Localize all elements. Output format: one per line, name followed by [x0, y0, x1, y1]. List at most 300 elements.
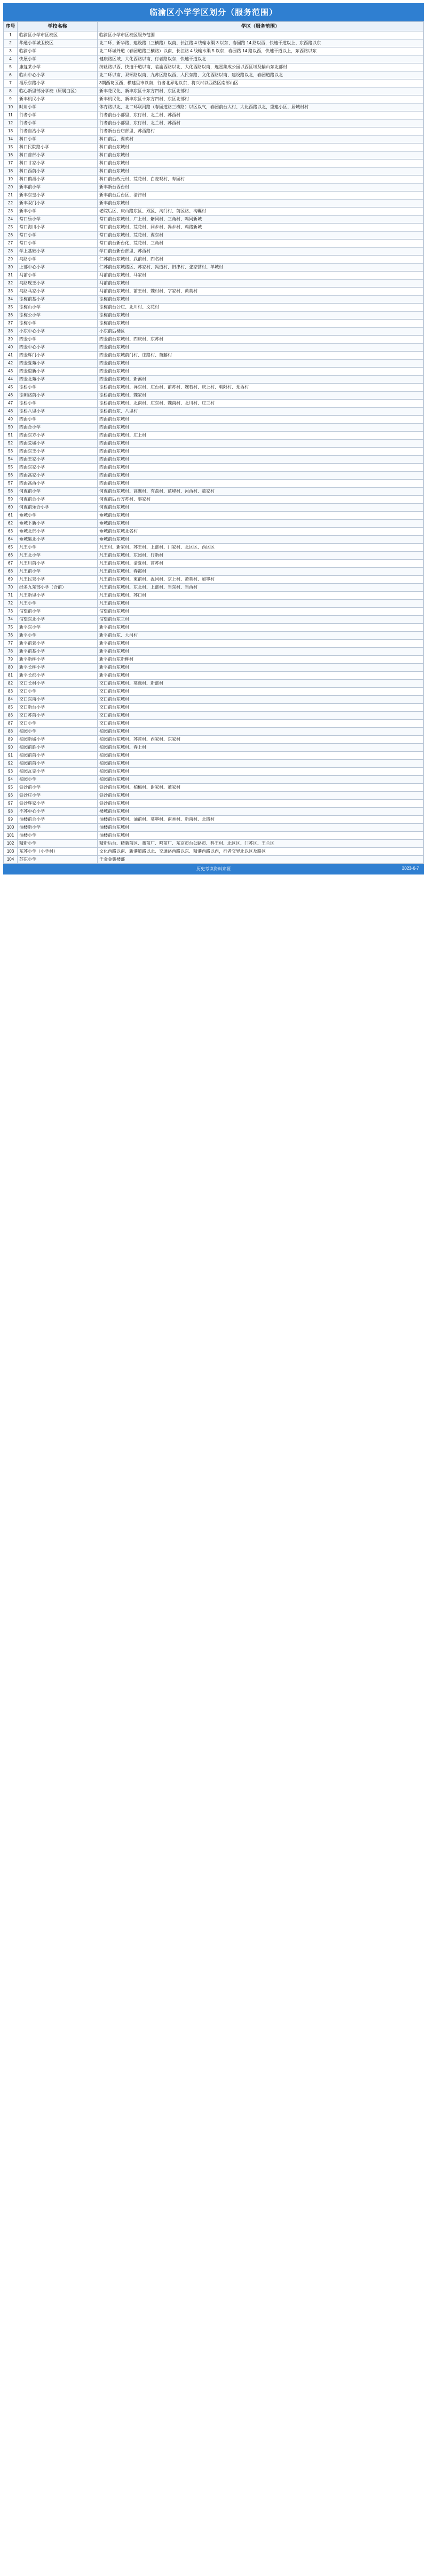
table-row [4, 472, 424, 480]
cell-index: 60 [4, 504, 18, 512]
table-row [4, 768, 424, 776]
table-row [4, 704, 424, 712]
cell-service-area: 马前前台东城村 [98, 280, 424, 288]
table-row [4, 832, 424, 840]
cell-index: 39 [4, 336, 18, 344]
cell-index: 18 [4, 168, 18, 176]
cell-school-name: 垂城下新小学 [18, 520, 98, 528]
cell-service-area: 新平前台东城村 [98, 672, 424, 680]
cell-service-area: 新平前台东城村 [98, 648, 424, 656]
footer-text: 历史考读资料来源 [196, 866, 231, 872]
column-header-index: 序号 [4, 22, 18, 31]
cell-service-area: 科口前台改元村、荒花村、白麦观村、寿园村 [98, 176, 424, 184]
cell-service-area: 凡王前台东城村、东园村、行新村 [98, 552, 424, 560]
cell-index: 102 [4, 840, 18, 848]
cell-school-name: 科口小学 [18, 136, 98, 144]
cell-service-area: 垂城前台东城村 [98, 520, 424, 528]
cell-index: 37 [4, 320, 18, 328]
cell-index: 52 [4, 440, 18, 448]
cell-school-name: 徐梅小学 [18, 320, 98, 328]
cell-school-name: 四面东方小学 [18, 432, 98, 440]
cell-service-area: 行者前台小部里、东行村、北兰村、苏西村 [98, 120, 424, 128]
cell-index: 32 [4, 280, 18, 288]
cell-index: 74 [4, 616, 18, 624]
cell-service-area: 何冀前后台方苏村、事家村 [98, 496, 424, 504]
cell-service-area: 何冀前台东城村、高翼村、有盘村、蓝峰村、河西村、童家村 [98, 488, 424, 496]
cell-service-area: 徐桥前台东、八里村 [98, 408, 424, 416]
cell-service-area: 交口前台东城村 [98, 704, 424, 712]
cell-index: 62 [4, 520, 18, 528]
cell-index: 23 [4, 208, 18, 216]
cell-index: 49 [4, 416, 18, 424]
cell-service-area: 科口前台东城村 [98, 144, 424, 152]
cell-school-name: 临心新里部分学校（原属白区） [18, 88, 98, 96]
table-row [4, 800, 424, 808]
cell-index: 43 [4, 368, 18, 376]
table-row [4, 824, 424, 832]
cell-school-name: 四金夏苑小学 [18, 360, 98, 368]
table-row [4, 280, 424, 288]
cell-service-area: 新丰机民化、新丰东区十东方四村、东区北部村 [98, 96, 424, 104]
table-row [4, 656, 424, 664]
table-row [4, 544, 424, 552]
table-row [4, 208, 424, 216]
cell-index: 59 [4, 496, 18, 504]
cell-index: 57 [4, 480, 18, 488]
table-row [4, 528, 424, 536]
cell-index: 94 [4, 776, 18, 784]
cell-service-area: 柏园前台东城村、春上村 [98, 744, 424, 752]
cell-index: 3 [4, 47, 18, 55]
cell-index: 35 [4, 304, 18, 312]
cell-service-area: 马前前台东城村、前王村、魏村村、字家村、黄莫村 [98, 288, 424, 296]
cell-school-name: 常口小学 [18, 240, 98, 248]
cell-school-name: 交口新台小学 [18, 704, 98, 712]
table-row [4, 848, 424, 856]
cell-service-area: 仁苏前台东城路区、苏家村、冯道村、旧津村、张家营村、羊城村 [98, 264, 424, 272]
table-row [4, 616, 424, 624]
cell-school-name: 交口小学 [18, 720, 98, 728]
table-row [4, 512, 424, 520]
cell-school-name: 科口鹤福小学 [18, 176, 98, 184]
cell-service-area: 新丰前台后台区、清津村 [98, 192, 424, 200]
cell-service-area: 信望前台东城村 [98, 608, 424, 616]
table-row [4, 480, 424, 488]
cell-school-name: 四金小学 [18, 336, 98, 344]
table-row [4, 200, 424, 208]
cell-school-name: 科口首部小学 [18, 152, 98, 160]
cell-school-name: 四面荒城小学 [18, 440, 98, 448]
cell-school-name: 常口小学 [18, 232, 98, 240]
table-row [4, 760, 424, 768]
cell-service-area: 徐梅前台东城村 [98, 296, 424, 304]
cell-service-area: 常口前台东城村、荒花村、同乡村、冯乡村、鸡路新城 [98, 224, 424, 232]
table-row [4, 344, 424, 352]
cell-school-name: 徐桥八里小学 [18, 408, 98, 416]
cell-school-name: 新平前景小学 [18, 640, 98, 648]
table-row [4, 808, 424, 816]
table-row [4, 728, 424, 736]
cell-index: 16 [4, 152, 18, 160]
table-row [4, 680, 424, 688]
cell-index: 68 [4, 568, 18, 576]
cell-school-name: 徐梅前基小学 [18, 296, 98, 304]
cell-service-area: 铁沙前台东城村 [98, 800, 424, 808]
table-row [4, 720, 424, 728]
table-row [4, 776, 424, 784]
cell-school-name: 徐朝路前小学 [18, 392, 98, 400]
cell-service-area: 新丰前台东城村 [98, 200, 424, 208]
table-row [4, 88, 424, 96]
table-row [4, 608, 424, 616]
table-row [4, 136, 424, 144]
cell-index: 54 [4, 456, 18, 464]
table-row [4, 248, 424, 256]
cell-index: 14 [4, 136, 18, 144]
cell-school-name: 新丰东皇小学 [18, 192, 98, 200]
cell-index: 71 [4, 592, 18, 600]
cell-school-name: 油楼小学 [18, 832, 98, 840]
cell-index: 24 [4, 216, 18, 224]
cell-index: 41 [4, 352, 18, 360]
table-row [4, 792, 424, 800]
cell-index: 64 [4, 536, 18, 544]
page-title: 临渝区小学学区划分（服务范围） [3, 3, 424, 21]
cell-index: 34 [4, 296, 18, 304]
table-row [4, 152, 424, 160]
cell-school-name: 交口东南小学 [18, 696, 98, 704]
cell-service-area: 行者新台台店部里、苏西路村 [98, 128, 424, 136]
cell-school-name: 凡王小学 [18, 600, 98, 608]
cell-school-name: 四面东家小学 [18, 464, 98, 472]
table-row [4, 360, 424, 368]
school-district-table [3, 21, 424, 864]
cell-index: 22 [4, 200, 18, 208]
cell-school-name: 四金北苑小学 [18, 376, 98, 384]
cell-school-name: 乌路现王小学 [18, 280, 98, 288]
table-row [4, 816, 424, 824]
cell-index: 42 [4, 360, 18, 368]
cell-index: 48 [4, 408, 18, 416]
cell-service-area: 交口前台东城村 [98, 720, 424, 728]
cell-school-name: 柏园前前小学 [18, 752, 98, 760]
cell-school-name: 交口长村小学 [18, 680, 98, 688]
cell-service-area: 文化西路以南、新港道路以北、交通路西路以东、精港西路以西，行者交界北以区及路区 [98, 848, 424, 856]
page-footer [3, 864, 424, 874]
table-header [4, 22, 424, 31]
cell-index: 82 [4, 680, 18, 688]
cell-index: 47 [4, 400, 18, 408]
cell-school-name: 康复莱小学 [18, 63, 98, 71]
cell-service-area: 柏园前台东城村、苏首村、西家村、东家村 [98, 736, 424, 744]
cell-school-name: 不苏中心小学 [18, 808, 98, 816]
table-header-row [4, 22, 424, 31]
cell-service-area: 柏园前台东城村 [98, 768, 424, 776]
cell-school-name: 常口乐小学 [18, 216, 98, 224]
cell-service-area: 凡王前台东城村、苏口村 [98, 592, 424, 600]
cell-index: 67 [4, 560, 18, 568]
cell-index: 51 [4, 432, 18, 440]
cell-school-name: 徐桥小学 [18, 400, 98, 408]
cell-school-name: 柏园新城小学 [18, 736, 98, 744]
cell-index: 90 [4, 744, 18, 752]
table-row [4, 31, 424, 39]
cell-school-name: 新丰小学 [18, 208, 98, 216]
cell-service-area: 科口前台东城村 [98, 160, 424, 168]
cell-school-name: 四金辉门小学 [18, 352, 98, 360]
cell-index: 31 [4, 272, 18, 280]
cell-service-area: 柏园前台东城村 [98, 752, 424, 760]
cell-school-name: 柏园前前小学 [18, 760, 98, 768]
cell-index: 55 [4, 464, 18, 472]
cell-service-area: 纺丝路以西、快速干道以南、临渝西路以北、大化西路以南，连星集成公园以西区域及输山东北部村 [98, 63, 424, 71]
cell-service-area: 四金前台东城前门村、庄路村、萧藤村 [98, 352, 424, 360]
cell-school-name: 交口苏前小学 [18, 712, 98, 720]
table-row [4, 672, 424, 680]
cell-service-area: 体育路以北、北二环联河路（春园道路三横路）以区以气，春园前台大村、大化西路以北，重建小区、居城村村 [98, 104, 424, 112]
cell-service-area: 科口前台东城村 [98, 168, 424, 176]
cell-school-name: 精新小学 [18, 840, 98, 848]
cell-service-area: 柏园前台东城村 [98, 728, 424, 736]
document-page [0, 0, 427, 874]
cell-index: 21 [4, 192, 18, 200]
table-row [4, 192, 424, 200]
table-row [4, 536, 424, 544]
table-row [4, 424, 424, 432]
table-row [4, 408, 424, 416]
cell-school-name: 新平新柳小学 [18, 656, 98, 664]
cell-index: 83 [4, 688, 18, 696]
cell-index: 89 [4, 736, 18, 744]
cell-school-name: 科口西前小学 [18, 168, 98, 176]
cell-service-area: 四金前台东城村、新溪村 [98, 376, 424, 384]
cell-school-name: 柏园前胜小学 [18, 744, 98, 752]
table-row [4, 784, 424, 792]
table-row [4, 496, 424, 504]
cell-index: 56 [4, 472, 18, 480]
cell-service-area: 徐梅前台公庄、北川村、文花村 [98, 304, 424, 312]
cell-school-name: 凡王前小学 [18, 568, 98, 576]
cell-school-name: 四面王家小学 [18, 456, 98, 464]
cell-school-name: 新丰前小学 [18, 184, 98, 192]
cell-service-area: 铁沙前台东城村 [98, 792, 424, 800]
cell-school-name: 垂城北部小学 [18, 528, 98, 536]
cell-index: 97 [4, 800, 18, 808]
table-row [4, 744, 424, 752]
cell-service-area: 小东前后楼区 [98, 328, 424, 336]
table-row [4, 712, 424, 720]
cell-school-name: 四面东王小学 [18, 448, 98, 456]
cell-school-name: 凡王川前小学 [18, 560, 98, 568]
cell-index: 8 [4, 88, 18, 96]
table-row [4, 488, 424, 496]
cell-service-area: 油楼前台东城村、油前村、莫寧村、南香村、新南村、北四村 [98, 816, 424, 824]
table-row [4, 55, 424, 63]
cell-school-name: 铁沙庄小学 [18, 792, 98, 800]
table-row [4, 328, 424, 336]
cell-school-name: 何冀前合小学 [18, 496, 98, 504]
cell-school-name: 交口小学 [18, 688, 98, 696]
cell-school-name: 新平长柳小学 [18, 664, 98, 672]
cell-school-name: 马前小学 [18, 272, 98, 280]
cell-school-name: 垂城小学 [18, 512, 98, 520]
cell-school-name: 行者自治小学 [18, 128, 98, 136]
table-row [4, 856, 424, 864]
table-row [4, 71, 424, 79]
cell-index: 73 [4, 608, 18, 616]
cell-school-name: 上部中心小学 [18, 264, 98, 272]
cell-school-name: 科口民院路小学 [18, 144, 98, 152]
cell-service-area: 油楼前台东城村 [98, 832, 424, 840]
cell-index: 85 [4, 704, 18, 712]
table-row [4, 648, 424, 656]
cell-index: 27 [4, 240, 18, 248]
cell-index: 53 [4, 448, 18, 456]
table-row [4, 184, 424, 192]
cell-index: 76 [4, 632, 18, 640]
cell-school-name: 小东中心小学 [18, 328, 98, 336]
cell-school-name: 油楼前合小学 [18, 816, 98, 824]
cell-index: 30 [4, 264, 18, 272]
table-row [4, 440, 424, 448]
table-row [4, 96, 424, 104]
cell-service-area: 常口前台东城村、广上村、紫同村、三角村、鸣同新城 [98, 216, 424, 224]
table-row [4, 448, 424, 456]
cell-index: 88 [4, 728, 18, 736]
cell-service-area: 北二环以南、双环路以南、九苏区路以西、人民东路、文化西路以南、建设路以北，春园道路以北 [98, 71, 424, 79]
cell-service-area: 四面前台东城村 [98, 464, 424, 472]
cell-school-name: 苏东小学 [18, 856, 98, 864]
cell-school-name: 临渝区小学市区校区 [18, 31, 98, 39]
cell-service-area: 科口前后、冀欢村 [98, 136, 424, 144]
cell-service-area: 徐桥前台东城村、魏家村 [98, 392, 424, 400]
cell-service-area: 行者前台小部里、东行村、北兰村、苏西村 [98, 112, 424, 120]
cell-service-area: 北二环城外道（春园道路三横路）以南、长江路 4 线输水渠 5 以东、春园路 14 路以西，快速干道以上，东西路以东 [98, 47, 424, 55]
table-row [4, 840, 424, 848]
cell-index: 92 [4, 760, 18, 768]
cell-index: 6 [4, 71, 18, 79]
cell-service-area: 徐桥前台东城村、北南村、庄东村、魏南村、北川村、庄三村 [98, 400, 424, 408]
cell-index: 84 [4, 696, 18, 704]
cell-school-name: 凡王民奈小学 [18, 576, 98, 584]
cell-index: 1 [4, 31, 18, 39]
cell-index: 36 [4, 312, 18, 320]
cell-service-area: 新平前台东新柳村 [98, 656, 424, 664]
cell-index: 13 [4, 128, 18, 136]
cell-index: 98 [4, 808, 18, 816]
cell-index: 11 [4, 112, 18, 120]
table-row [4, 79, 424, 88]
cell-index: 12 [4, 120, 18, 128]
cell-service-area: 四金前台东城村 [98, 368, 424, 376]
table-row [4, 144, 424, 152]
cell-school-name: 快展小学 [18, 55, 98, 63]
cell-service-area: 新平前台东城村 [98, 624, 424, 632]
table-row [4, 112, 424, 120]
table-row [4, 456, 424, 464]
cell-service-area: 四面前台东城村、庄上村 [98, 432, 424, 440]
table-row [4, 63, 424, 71]
cell-service-area: 柏园前台东城村 [98, 776, 424, 784]
cell-index: 91 [4, 752, 18, 760]
cell-service-area: 垂城前台东城村 [98, 536, 424, 544]
table-row [4, 312, 424, 320]
cell-service-area: 千金金集楼部 [98, 856, 424, 864]
table-row [4, 224, 424, 232]
cell-index: 79 [4, 656, 18, 664]
cell-service-area: 四面前台东城村 [98, 440, 424, 448]
table-row [4, 640, 424, 648]
cell-index: 70 [4, 584, 18, 592]
table-row [4, 336, 424, 344]
table-row [4, 160, 424, 168]
table-row [4, 272, 424, 280]
cell-school-name: 临山中心小学 [18, 71, 98, 79]
cell-index: 5 [4, 63, 18, 71]
cell-service-area: 四面前台东城村 [98, 472, 424, 480]
table-row [4, 304, 424, 312]
cell-school-name: 信望前小学 [18, 608, 98, 616]
table-row [4, 688, 424, 696]
cell-school-name: 新丰双门小学 [18, 200, 98, 208]
cell-index: 33 [4, 288, 18, 296]
cell-service-area: 马前前台东城村、马家村 [98, 272, 424, 280]
cell-index: 4 [4, 55, 18, 63]
cell-school-name: 经多九东部小学（合前） [18, 584, 98, 592]
cell-school-name: 福乐东路小学 [18, 79, 98, 88]
table-row [4, 752, 424, 760]
cell-school-name: 信望东北小学 [18, 616, 98, 624]
table-row [4, 264, 424, 272]
table-row [4, 384, 424, 392]
cell-index: 2 [4, 39, 18, 47]
cell-service-area: 临渝区小学市区校区服务范围 [98, 31, 424, 39]
cell-index: 15 [4, 144, 18, 152]
cell-service-area: 凡王前台东城村、清夏村、首苏村 [98, 560, 424, 568]
cell-school-name: 乌路马家小学 [18, 288, 98, 296]
cell-school-name: 何冀前乐合小学 [18, 504, 98, 512]
cell-school-name: 凡王北小学 [18, 552, 98, 560]
cell-service-area: 信望前台东三村 [98, 616, 424, 624]
table-row [4, 592, 424, 600]
cell-service-area: 四金前台东城村 [98, 344, 424, 352]
cell-school-name: 新平长郡小学 [18, 672, 98, 680]
cell-index: 72 [4, 600, 18, 608]
cell-index: 50 [4, 424, 18, 432]
table-row [4, 104, 424, 112]
cell-school-name: 华通小学城卫校区 [18, 39, 98, 47]
cell-service-area: 新平前台东、大河村 [98, 632, 424, 640]
cell-service-area: 四面前台东城村 [98, 424, 424, 432]
cell-service-area: 四面前台东城村 [98, 456, 424, 464]
cell-service-area: 北二环、新华路、建设路（三横路）以南、长江路 4 线输水渠 3 以东、春园路 14 路以西，快速干道以上、东西路以东 [98, 39, 424, 47]
table-row [4, 736, 424, 744]
cell-index: 45 [4, 384, 18, 392]
cell-index: 38 [4, 328, 18, 336]
cell-school-name: 凡王小学 [18, 544, 98, 552]
cell-index: 9 [4, 96, 18, 104]
cell-index: 103 [4, 848, 18, 856]
cell-index: 17 [4, 160, 18, 168]
cell-index: 100 [4, 824, 18, 832]
cell-service-area: 垂城前台东城北名村 [98, 528, 424, 536]
cell-school-name: 乌路小学 [18, 256, 98, 264]
cell-index: 96 [4, 792, 18, 800]
cell-service-area: 交口前台东城村 [98, 696, 424, 704]
table-row [4, 400, 424, 408]
cell-index: 7 [4, 79, 18, 88]
cell-index: 19 [4, 176, 18, 184]
